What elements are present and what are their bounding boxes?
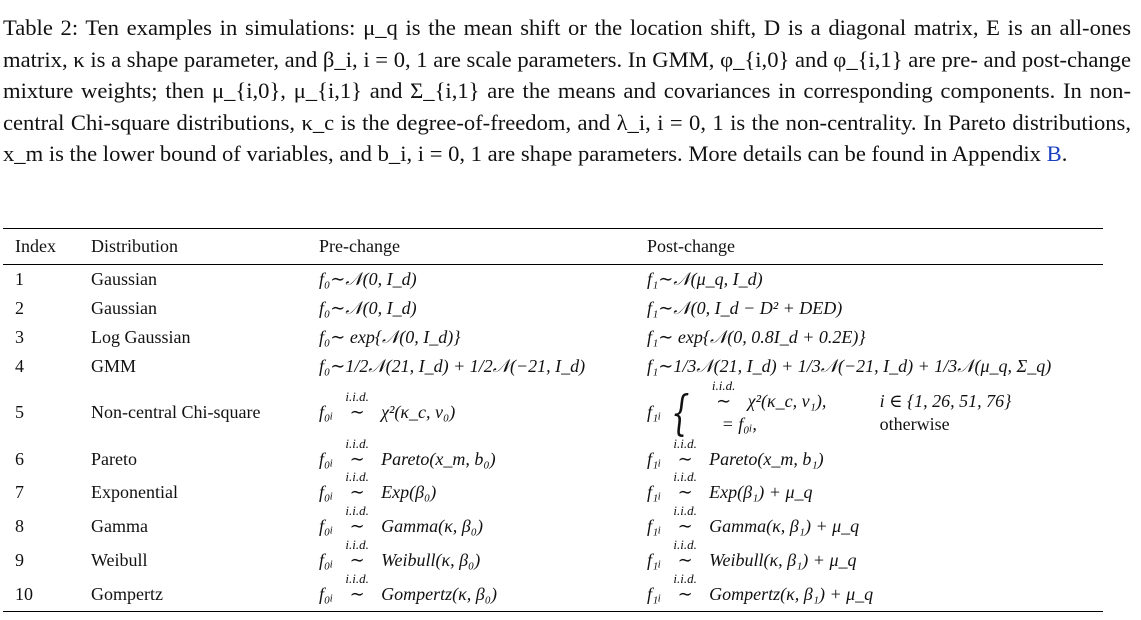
cases-expression <box>647 377 1080 441</box>
row-distribution: GMM <box>91 356 137 376</box>
iid-label: i.i.d. <box>345 468 369 484</box>
case1-cond: i ∈ {1, 26, 51, 76} <box>879 390 1012 411</box>
row-pre-change: f₀∼𝒩(0, I_d) <box>319 269 417 289</box>
row-index: 5 <box>15 402 24 422</box>
case-grid <box>700 377 1080 435</box>
pre-lhs: f₀ᵢ <box>319 402 334 422</box>
table-row <box>3 323 1103 352</box>
iid-label: i.i.d. <box>345 536 369 552</box>
case1-expr <box>700 377 880 412</box>
iid-label: i.i.d. <box>711 377 736 393</box>
row-pre-change <box>307 381 635 444</box>
iid-sim-symbol: i.i.d. ∼ <box>336 449 378 470</box>
pre-lhs: f₀ᵢ <box>319 549 334 570</box>
table-caption <box>3 12 1131 170</box>
row-index: 2 <box>15 298 24 318</box>
caption-end: . <box>1061 141 1068 167</box>
post-lhs: f₁ᵢ <box>647 583 662 604</box>
row-pre-change: f₀∼1/2𝒩(21, I_d) + 1/2𝒩(−21, I_d) <box>319 356 586 376</box>
row-pre-change <box>307 570 635 611</box>
pre-rhs: Weibull(κ, β₀) <box>381 549 481 570</box>
iid-label: i.i.d. <box>673 536 697 552</box>
row-index: 8 <box>15 515 24 536</box>
iid-label: i.i.d. <box>345 570 369 586</box>
row-index: 4 <box>15 356 24 376</box>
table-row <box>3 577 1103 611</box>
header-pre-change: Pre-change <box>319 236 400 256</box>
post-rhs: Pareto(x_m, b₁) <box>709 449 824 469</box>
post-lhs: f₁ᵢ <box>647 515 662 536</box>
simulation-table <box>3 228 1103 612</box>
row-post-change: f₁∼𝒩(0, I_d − D² + DED) <box>647 298 843 318</box>
post-lhs: f₁ᵢ <box>647 402 662 422</box>
row-distribution: Gamma <box>91 515 148 536</box>
table-row <box>3 381 1103 444</box>
row-index: 3 <box>15 327 24 347</box>
post-rhs: Exp(β₁) + μ_q <box>709 481 813 502</box>
row-post-change: f₁∼𝒩(μ_q, I_d) <box>647 269 763 289</box>
row-index: 6 <box>15 449 24 469</box>
table-row <box>3 352 1103 381</box>
case2-cond: otherwise <box>879 413 950 434</box>
table-row <box>3 265 1103 294</box>
iid-sim-symbol: i.i.d. ∼ <box>336 584 378 605</box>
iid-label: i.i.d. <box>345 436 369 451</box>
header-index: Index <box>15 236 56 256</box>
pre-rhs: χ²(κ_c, ν₀) <box>381 402 456 422</box>
post-rhs: Gompertz(κ, β₁) + μ_q <box>709 583 874 604</box>
row-index: 1 <box>15 269 24 289</box>
appendix-link[interactable]: B <box>1046 141 1062 167</box>
row-distribution: Log Gaussian <box>91 327 191 347</box>
post-rhs: Weibull(κ, β₁) + μ_q <box>709 549 857 570</box>
iid-sim-symbol: i.i.d. ∼ <box>664 584 706 605</box>
pre-lhs: f₀ᵢ <box>319 481 334 502</box>
bottom-rule <box>3 611 1103 612</box>
row-post-change: f₁∼1/3𝒩(21, I_d) + 1/3𝒩(−21, I_d) + 1/3𝒩(μ_q, Σ_q) <box>647 356 1052 376</box>
row-distribution: Exponential <box>91 481 178 502</box>
header-row <box>3 229 1103 264</box>
table-row <box>3 475 1103 509</box>
row-distribution: Weibull <box>91 549 148 570</box>
row-index: 9 <box>15 549 24 570</box>
iid-sim-symbol: i.i.d. ∼ <box>336 550 378 571</box>
left-brace: { <box>671 384 690 441</box>
iid-label: i.i.d. <box>673 436 697 451</box>
table-row <box>3 543 1103 577</box>
row-pre-change: f₀∼ exp{𝒩(0, I_d)} <box>319 327 461 347</box>
iid-sim-symbol: i.i.d. ∼ <box>664 516 706 537</box>
case2-expr: = f₀ᵢ, <box>721 413 757 434</box>
pre-rhs: Exp(β₀) <box>381 481 437 502</box>
caption-text: Table 2: Ten examples in simulations: μ_q is the mean shift or the location shift, D is a diagonal matrix, E is an all-ones matrix, κ is a shape parameter, and β_i, i = 0, 1 are scale parameters. In GMM, φ_{i,0} and φ_{i,1} are pre- and post-change mixture weights; then μ_{i,0}, μ_{i,1} and Σ_{i,1} are the means and covariances in corresponding components. In non-central Chi-square distributions, κ_c is the degree-of-freedom, and λ_i, i = 0, 1 is the non-centrality. In Pareto distributions, x_m is the lower bound of variables, and b_i, i = 0, 1 are shape parameters. More details can be found in Appendix <box>3 15 1131 167</box>
case1-expr-text: χ²(κ_c, ν₁), <box>747 390 827 411</box>
iid-label: i.i.d. <box>673 570 697 586</box>
row-index: 10 <box>15 583 33 604</box>
iid-sim-symbol: i.i.d. ∼ <box>664 482 706 503</box>
post-lhs: f₁ᵢ <box>647 481 662 502</box>
iid-label: i.i.d. <box>345 502 369 518</box>
row-post-change <box>635 570 1103 611</box>
post-rhs: Gamma(κ, β₁) + μ_q <box>709 515 860 536</box>
pre-lhs: f₀ᵢ <box>319 583 334 604</box>
row-pre-change: f₀∼𝒩(0, I_d) <box>319 298 417 318</box>
iid-sim-symbol: i.i.d. ∼ <box>664 449 706 470</box>
iid-label: i.i.d. <box>673 468 697 484</box>
row-post-change <box>635 377 1103 444</box>
row-distribution: Gompertz <box>91 583 163 604</box>
header-distribution: Distribution <box>91 236 179 256</box>
iid-sim-symbol: i.i.d. ∼ <box>703 391 745 412</box>
pre-lhs: f₀ᵢ <box>319 515 334 536</box>
row-distribution: Pareto <box>91 449 137 469</box>
pre-rhs: Pareto(x_m, b₀) <box>381 449 496 469</box>
iid-label: i.i.d. <box>345 389 369 404</box>
table-row <box>3 294 1103 323</box>
post-lhs: f₁ᵢ <box>647 549 662 570</box>
table-row <box>3 509 1103 543</box>
iid-label: i.i.d. <box>673 502 697 518</box>
header-post-change: Post-change <box>647 236 735 256</box>
row-distribution: Gaussian <box>91 298 157 318</box>
table-row <box>3 444 1103 475</box>
post-lhs: f₁ᵢ <box>647 449 662 469</box>
row-index: 7 <box>15 481 24 502</box>
iid-sim-symbol: i.i.d. ∼ <box>336 516 378 537</box>
row-distribution: Non-central Chi-square <box>91 402 261 422</box>
pre-rhs: Gamma(κ, β₀) <box>381 515 483 536</box>
iid-sim-symbol: i.i.d. ∼ <box>336 482 378 503</box>
row-post-change: f₁∼ exp{𝒩(0, 0.8I_d + 0.2E)} <box>647 327 866 347</box>
pre-rhs: Gompertz(κ, β₀) <box>381 583 497 604</box>
iid-sim-symbol: i.i.d. ∼ <box>336 402 378 423</box>
iid-sim-symbol: i.i.d. ∼ <box>664 550 706 571</box>
row-distribution: Gaussian <box>91 269 157 289</box>
pre-lhs: f₀ᵢ <box>319 449 334 469</box>
